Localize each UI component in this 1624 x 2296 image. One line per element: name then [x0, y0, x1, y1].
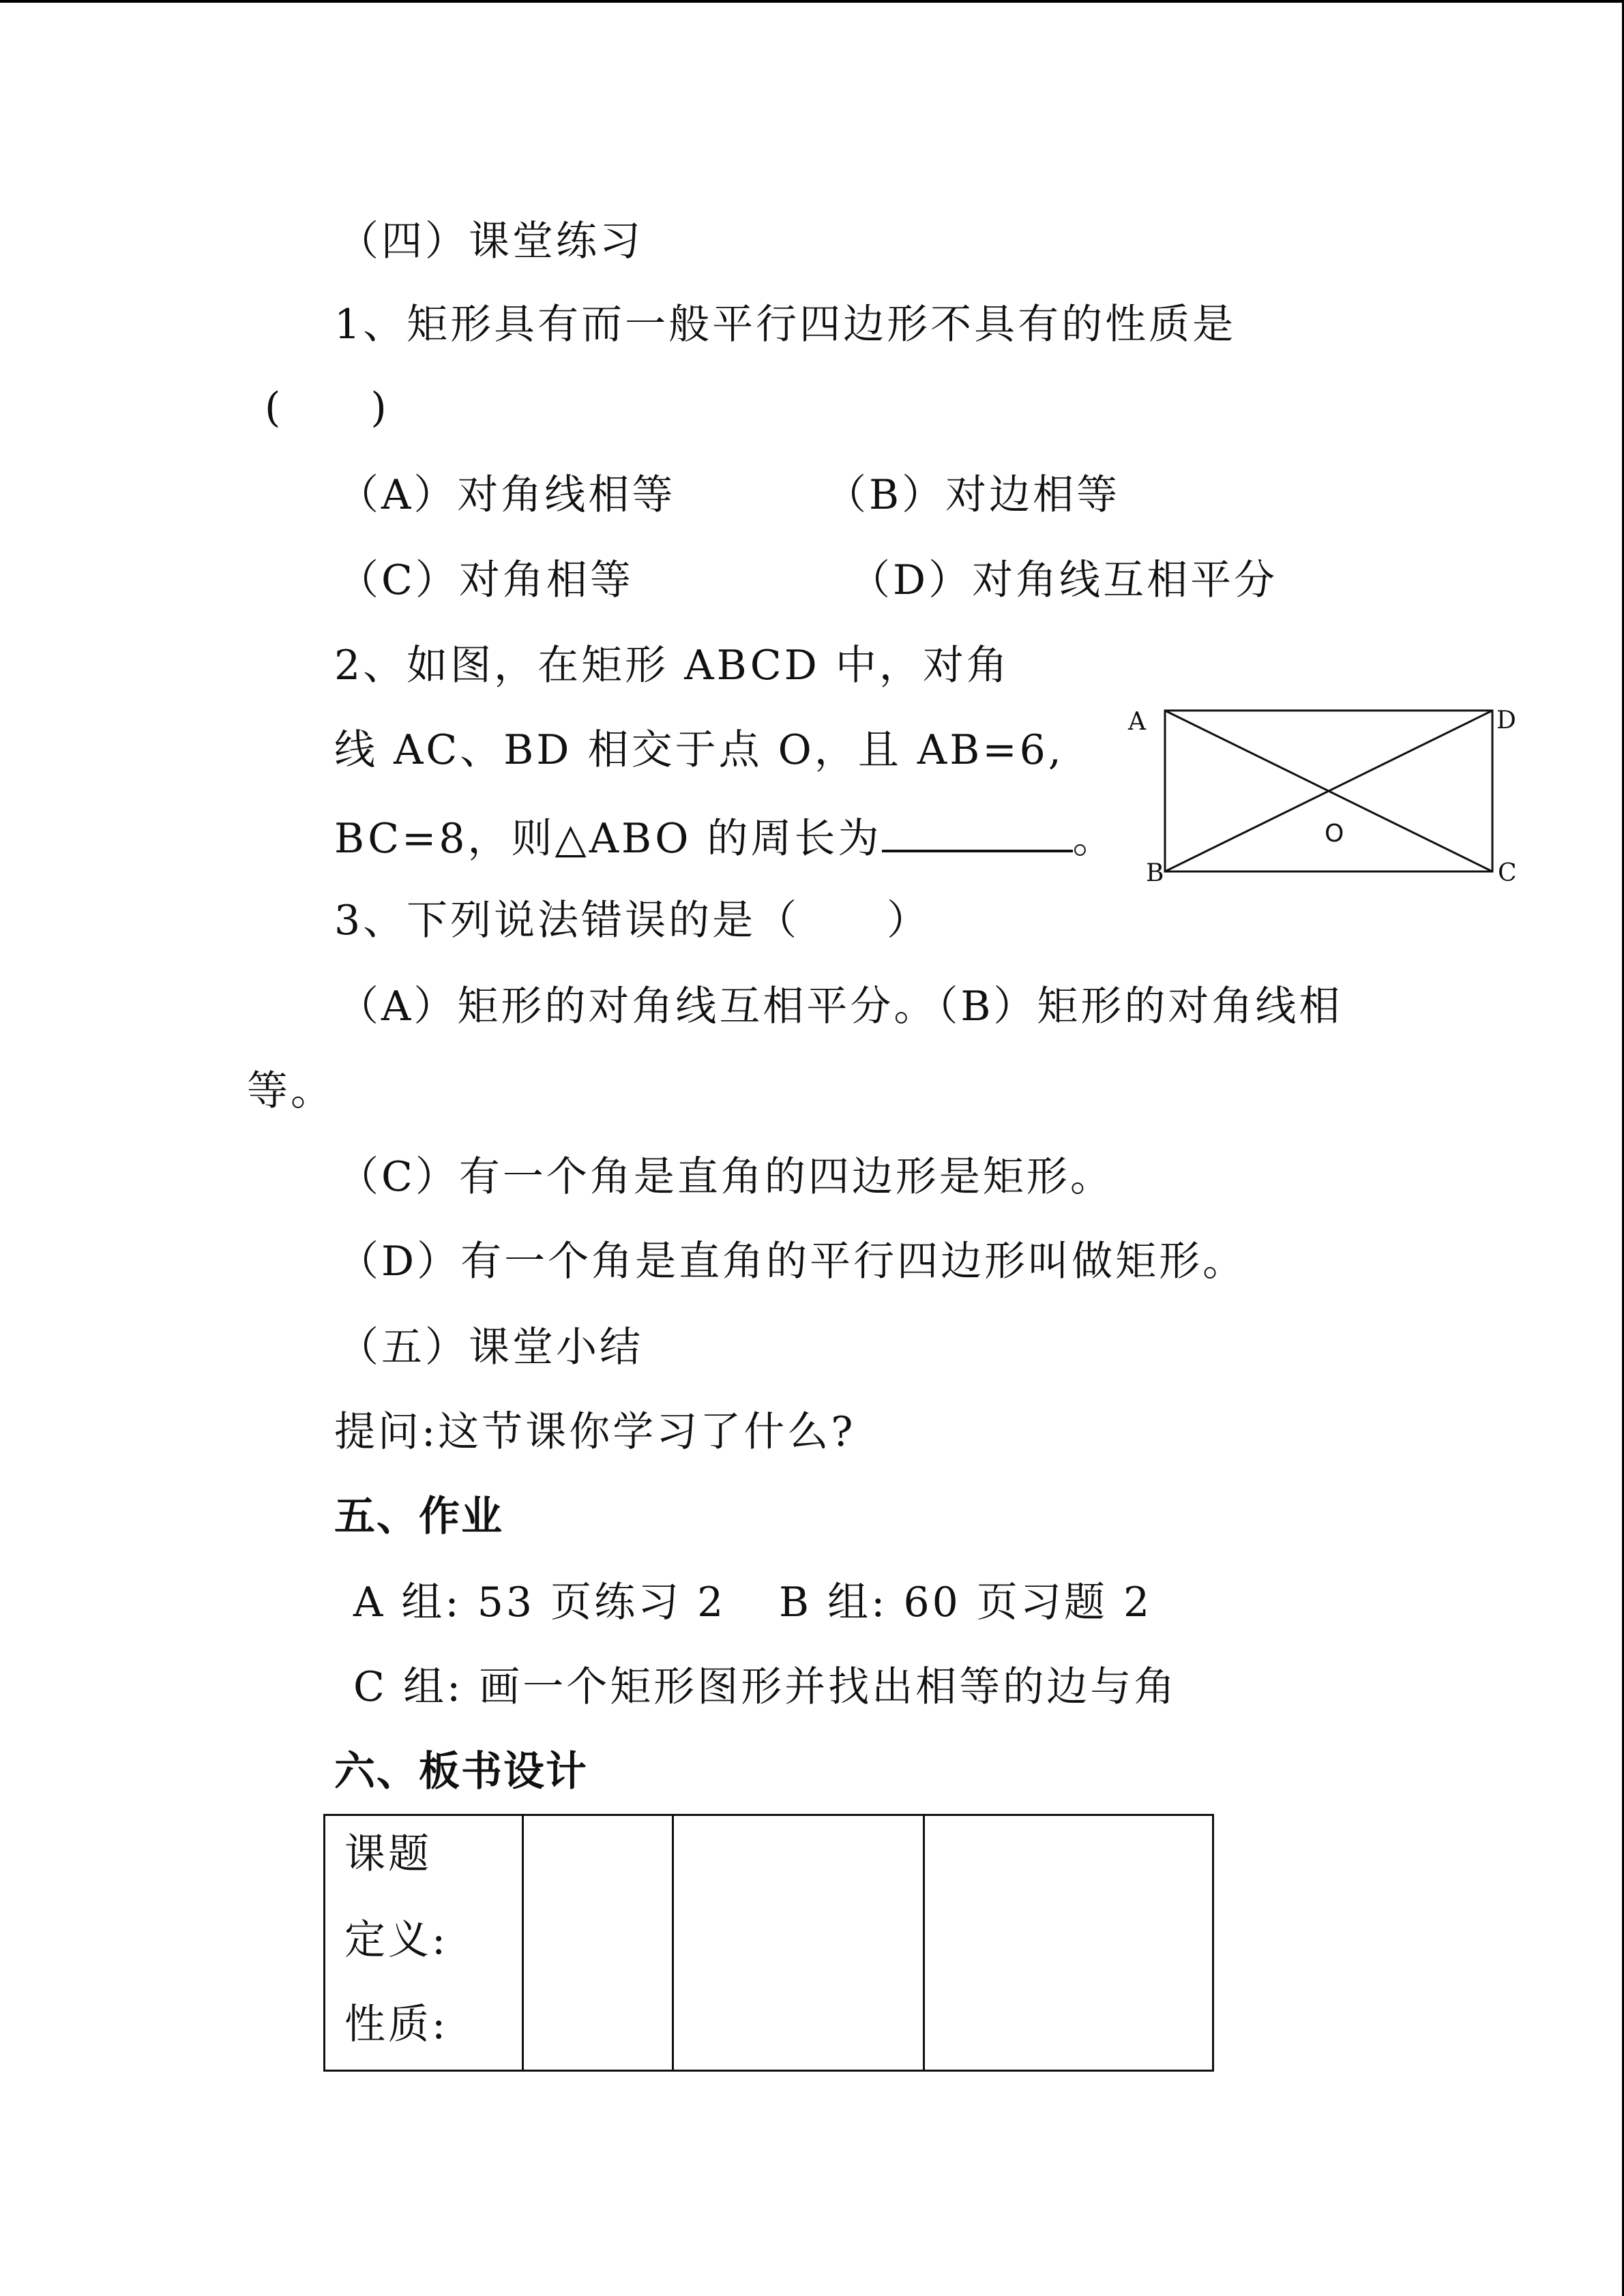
page-top-border [0, 0, 1624, 3]
q3-stem: 3、下列说法错误的是（ ） [334, 897, 931, 944]
section4-title: （四）课堂练习 [338, 218, 643, 265]
homework-heading: 五、作业 [334, 1493, 503, 1540]
q3-option-c: （C）有一个角是直角的四边形是矩形。 [338, 1153, 1114, 1201]
board-design-heading: 六、板书设计 [334, 1748, 588, 1795]
vertex-label-d: D [1496, 706, 1516, 734]
homework-group-c: C 组: 画一个矩形图形并找出相等的边与角 [353, 1663, 1178, 1711]
q2-line1: 2、如图，在矩形 ABCD 中，对角 [334, 642, 1010, 689]
rectangle-diagram [1119, 702, 1528, 893]
q1-option-d: （D）对角线互相平分 [849, 556, 1278, 604]
homework-group-b: B 组: 60 页习题 2 [779, 1579, 1153, 1626]
q1-stem: 1、矩形具有而一般平行四边形不具有的性质是 [334, 301, 1237, 348]
board-design-table [323, 1814, 1214, 2072]
vertex-label-a: A [1128, 708, 1146, 736]
q2-line3 [334, 811, 1117, 863]
board-row-properties: 性质: [344, 2001, 449, 2048]
q3-options-ab-continued: 等。 [247, 1067, 334, 1115]
section5-title: （五）课堂小结 [338, 1324, 643, 1371]
q1-option-b: （B）对边相等 [825, 471, 1121, 519]
board-row-definition: 定义: [344, 1916, 449, 1964]
table-column-divider [522, 1816, 524, 2070]
summary-question: 提问:这节课你学习了什么? [334, 1408, 856, 1456]
q3-options-ab: （A）矩形的对角线互相平分。（B）矩形的对角线相 [338, 983, 1343, 1030]
board-row-topic: 课题 [344, 1830, 432, 1878]
table-column-divider [672, 1816, 674, 2070]
table-column-divider [923, 1816, 925, 2070]
q2-line2: 线 AC、BD 相交于点 O，且 AB=6, [334, 726, 1064, 774]
q2-line3-text: BC=8，则△ABO 的周长为 [334, 815, 882, 863]
q1-answer-paren: ( ) [265, 384, 389, 432]
vertex-label-c: C [1498, 859, 1517, 887]
center-label-o: O [1325, 820, 1344, 848]
q2-answer-blank [882, 811, 1073, 852]
rectangle-diagram-svg [1119, 702, 1528, 893]
vertex-label-b: B [1146, 859, 1164, 887]
homework-group-a: A 组: 53 页练习 2 [353, 1579, 726, 1626]
q1-option-a: （A）对角线相等 [338, 471, 676, 519]
q3-option-d: （D）有一个角是直角的平行四边形叫做矩形。 [338, 1238, 1247, 1285]
q2-line3-end: 。 [1072, 815, 1117, 863]
q1-option-c: （C）对角相等 [338, 556, 634, 604]
